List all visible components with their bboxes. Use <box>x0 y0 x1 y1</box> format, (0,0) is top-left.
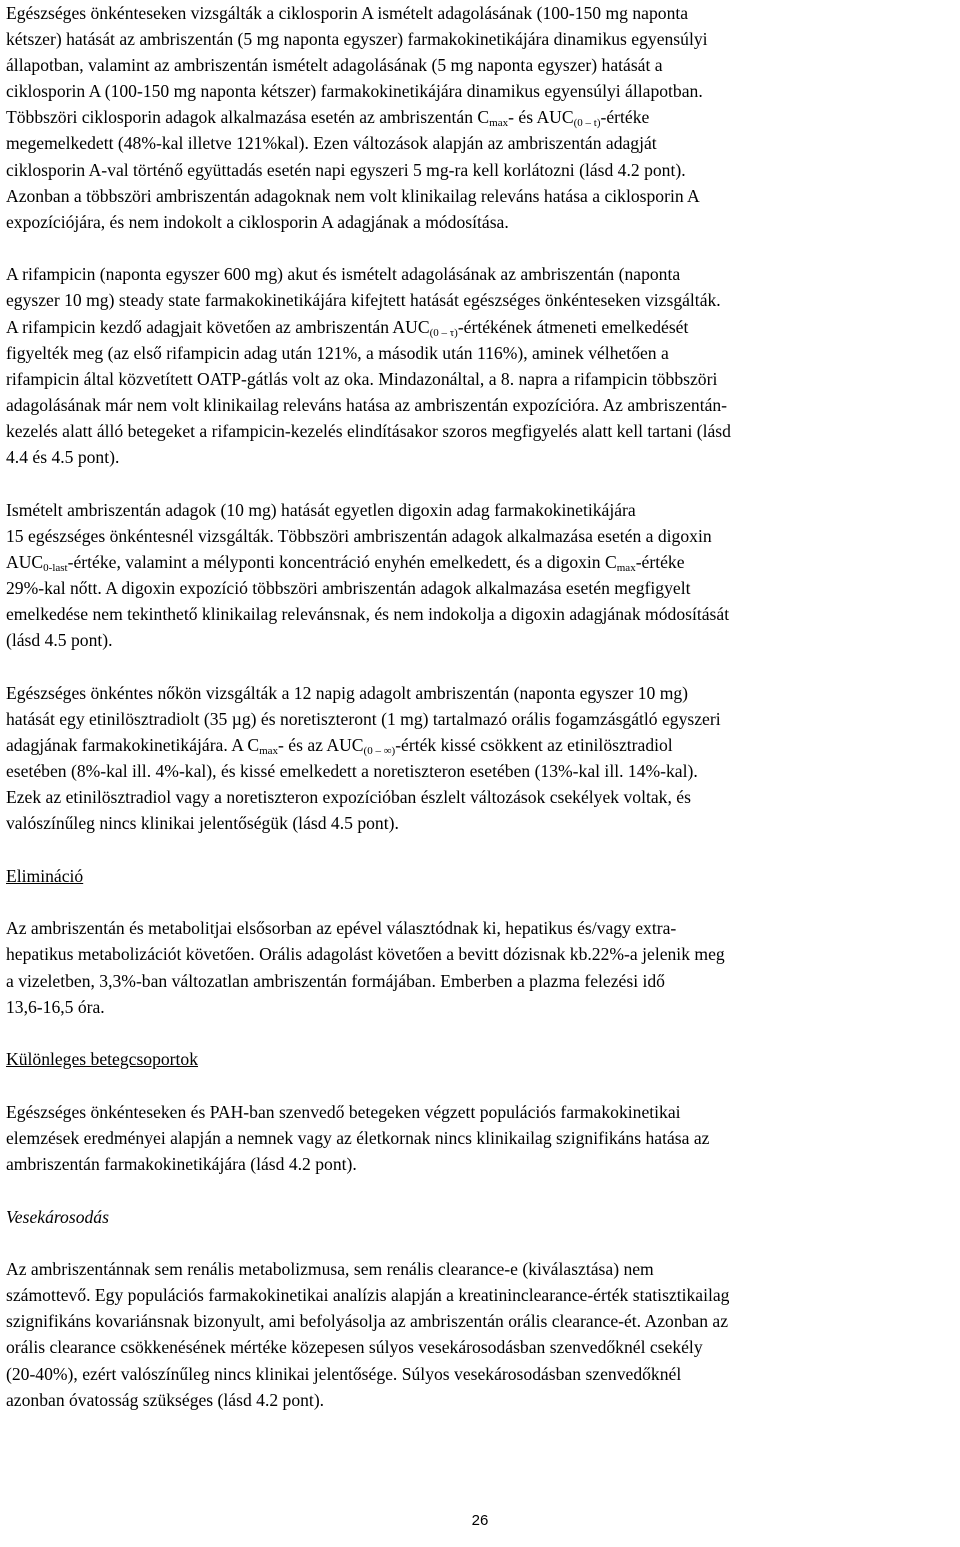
text-line: azonban óvatosság szükséges (lásd 4.2 pont). <box>6 1389 325 1410</box>
text-segment: A rifampicin kezdő adagjait követően az ambriszentán AUC <box>6 316 430 337</box>
heading-special-populations: Különleges betegcsoportok <box>6 1049 199 1070</box>
text-line: Az ambriszentán és metabolitjai elsősorban az epével választódnak ki, hepatikus és/vagy extra- <box>6 918 677 939</box>
text-segment: - és AUC <box>508 107 574 128</box>
paragraph-cyclosporin <box>6 0 960 235</box>
paragraph-rifampicin <box>6 261 960 470</box>
text-line: ciklosporin A (100-150 mg naponta kétszer) farmakokinetikájára dinamikus egyensúlyi állapotban. <box>6 81 703 102</box>
text-line: orális clearance csökkenésének mértéke közepesen súlyos vesekárosodásban szenvedőknél csekély <box>6 1337 703 1358</box>
text-line: kezelés alatt álló betegeket a rifampicin-kezelés elindításakor szoros megfigyelés alatt kell tartani (lásd <box>6 420 731 441</box>
text-line: Ismételt ambriszentán adagok (10 mg) hatását egyetlen digoxin adag farmakokinetikájára <box>6 499 636 520</box>
text-line: 13,6-16,5 óra. <box>6 996 105 1017</box>
subscript: (0 – t) <box>573 117 601 130</box>
text-line: 4.4 és 4.5 pont). <box>6 447 120 467</box>
text-segment: - és az AUC <box>278 734 364 755</box>
text-line: Egészséges önkénteseken vizsgálták a ciklosporin A ismételt adagolásának (100-150 mg naponta <box>6 3 689 23</box>
text-line: adagolásának már nem volt klinikailag releváns hatása az ambriszentán expozícióra. Az ambriszentán- <box>6 394 728 415</box>
paragraph-renal <box>6 1256 960 1413</box>
text-line: elemzések eredményei alapján a nemnek vagy az életkornak nincs klinikailag szignifikáns hatása az <box>6 1127 710 1148</box>
subscript: 0-last <box>43 561 68 574</box>
text-line: Egészséges önkéntes nőkön vizsgálták a 12 napig adagolt ambriszentán (naponta egyszer 10 mg) <box>6 682 689 703</box>
heading-renal-impairment: Vesekárosodás <box>6 1206 109 1227</box>
paragraph-digoxin <box>6 497 960 654</box>
subscript: max <box>489 117 509 130</box>
text-line <box>6 549 960 575</box>
subscript: (0 – ∞) <box>363 744 396 757</box>
text-line: figyelték meg (az első rifampicin adag után 121%, a második után 116%), aminek vélhetően a <box>6 342 669 363</box>
text-line: szignifikáns kovariánsnak bizonyult, ami befolyásolja az ambriszentán orális clearance-ét. Azonban az <box>6 1311 729 1332</box>
text-line: A rifampicin (naponta egyszer 600 mg) akut és ismételt adagolásának az ambriszentán (naponta <box>6 264 681 285</box>
text-line: állapotban, valamint az ambriszentán ismételt adagolásának (5 mg naponta egyszer) hatását a <box>6 55 663 76</box>
text-line: megemelkedett (48%-kal illetve 121%kal). Ezen változások alapján az ambriszentán adagját <box>6 133 657 154</box>
paragraph-special-populations <box>6 1099 960 1177</box>
text-line <box>6 104 960 130</box>
text-line <box>6 314 960 340</box>
subscript: max <box>616 561 636 574</box>
text-segment: -értéke <box>600 107 650 128</box>
paragraph-contraceptive <box>6 680 960 837</box>
text-line: (lásd 4.5 pont). <box>6 630 113 651</box>
text-segment: Többszöri ciklosporin adagok alkalmazása esetén az ambriszentán C <box>6 107 490 128</box>
text-line: valószínűleg nincs klinikai jelentőségük (lásd 4.5 pont). <box>6 813 399 834</box>
text-segment: -értékének átmeneti emelkedését <box>457 316 689 337</box>
text-line: 29%-kal nőtt. A digoxin expozíció többszöri ambriszentán adagok alkalmazása esetén megfigyelt <box>6 577 691 598</box>
text-segment: AUC <box>6 551 44 572</box>
text-line: ambriszentán farmakokinetikájára (lásd 4.2 pont). <box>6 1153 357 1174</box>
text-line: számottevő. Egy populációs farmakokinetikai analízis alapján a kreatininclearance-érték statisztikailag <box>6 1285 730 1306</box>
text-segment: -értéke <box>635 551 685 572</box>
subscript: max <box>259 744 279 757</box>
page-number: 26 <box>471 1512 489 1529</box>
text-line: kétszer) hatását az ambriszentán (5 mg naponta egyszer) farmakokinetikájára dinamikus egyensúlyi <box>6 29 708 50</box>
text-segment: -értéke, valamint a mélyponti koncentráció enyhén emelkedett, és a digoxin C <box>67 551 617 572</box>
text-line: egyszer 10 mg) steady state farmakokinetikájára kifejtett hatását egészséges önkénteseken vizsgálták. <box>6 290 721 311</box>
text-line: hatását egy etinilösztradiolt (35 µg) és noretiszteront (1 mg) tartalmazó orális fogamzásgátló egyszeri <box>6 708 721 729</box>
text-line: Azonban a többszöri ambriszentán adagoknak nem volt klinikailag releváns hatása a ciklosporin A <box>6 185 700 206</box>
text-line: Egészséges önkénteseken és PAH-ban szenvedő betegeken végzett populációs farmakokinetikai <box>6 1101 681 1122</box>
text-line: Az ambriszentánnak sem renális metabolizmusa, sem renális clearance-e (kiválasztása) nem <box>6 1259 654 1280</box>
text-line: rifampicin által közvetített OATP-gátlás volt az oka. Mindazonáltal, a 8. napra a rifampicin többszöri <box>6 368 718 389</box>
heading-elimination: Elimináció <box>6 865 84 886</box>
text-line: emelkedése nem tekinthető klinikailag relevánsnak, és nem indokolja a digoxin adagjának módosítását <box>6 603 730 624</box>
text-line: expozíciójára, és nem indokolt a ciklosporin A adagjának a módosítása. <box>6 211 509 232</box>
text-line: Ezek az etinilösztradiol vagy a noretiszteron expozícióban észlelt változások csekélyek voltak, és <box>6 787 691 808</box>
text-line: hepatikus metabolizációt követően. Orális adagolást követően a bevitt dózisnak kb.22%-a jelenik meg <box>6 944 725 965</box>
document-body <box>6 0 960 1439</box>
paragraph-elimination <box>6 915 960 1019</box>
text-segment: adagjának farmakokinetikájára. A C <box>6 734 260 755</box>
text-line <box>6 732 960 758</box>
text-line: esetében (8%-kal ill. 4%-kal), és kissé emelkedett a noretiszteron esetében (13%-kal ill. 14%-kal). <box>6 760 698 781</box>
text-line: a vizeletben, 3,3%-ban változatlan ambriszentán formájában. Emberben a plazma felezési idő <box>6 970 665 991</box>
text-segment: -érték kissé csökkent az etinilösztradiol <box>395 734 673 755</box>
text-line: (20-40%), ezért valószínűleg nincs klinikai jelentősége. Súlyos vesekárosodásban szenvedőknél <box>6 1363 682 1384</box>
subscript: (0 – τ) <box>429 326 458 339</box>
text-line: ciklosporin A-val történő együttadás esetén napi egyszeri 5 mg-ra kell korlátozni (lásd 4.2 pont). <box>6 159 686 180</box>
text-line: 15 egészséges önkéntesnél vizsgálták. Többszöri ambriszentán adagok alkalmazása esetén a digoxin <box>6 525 712 546</box>
